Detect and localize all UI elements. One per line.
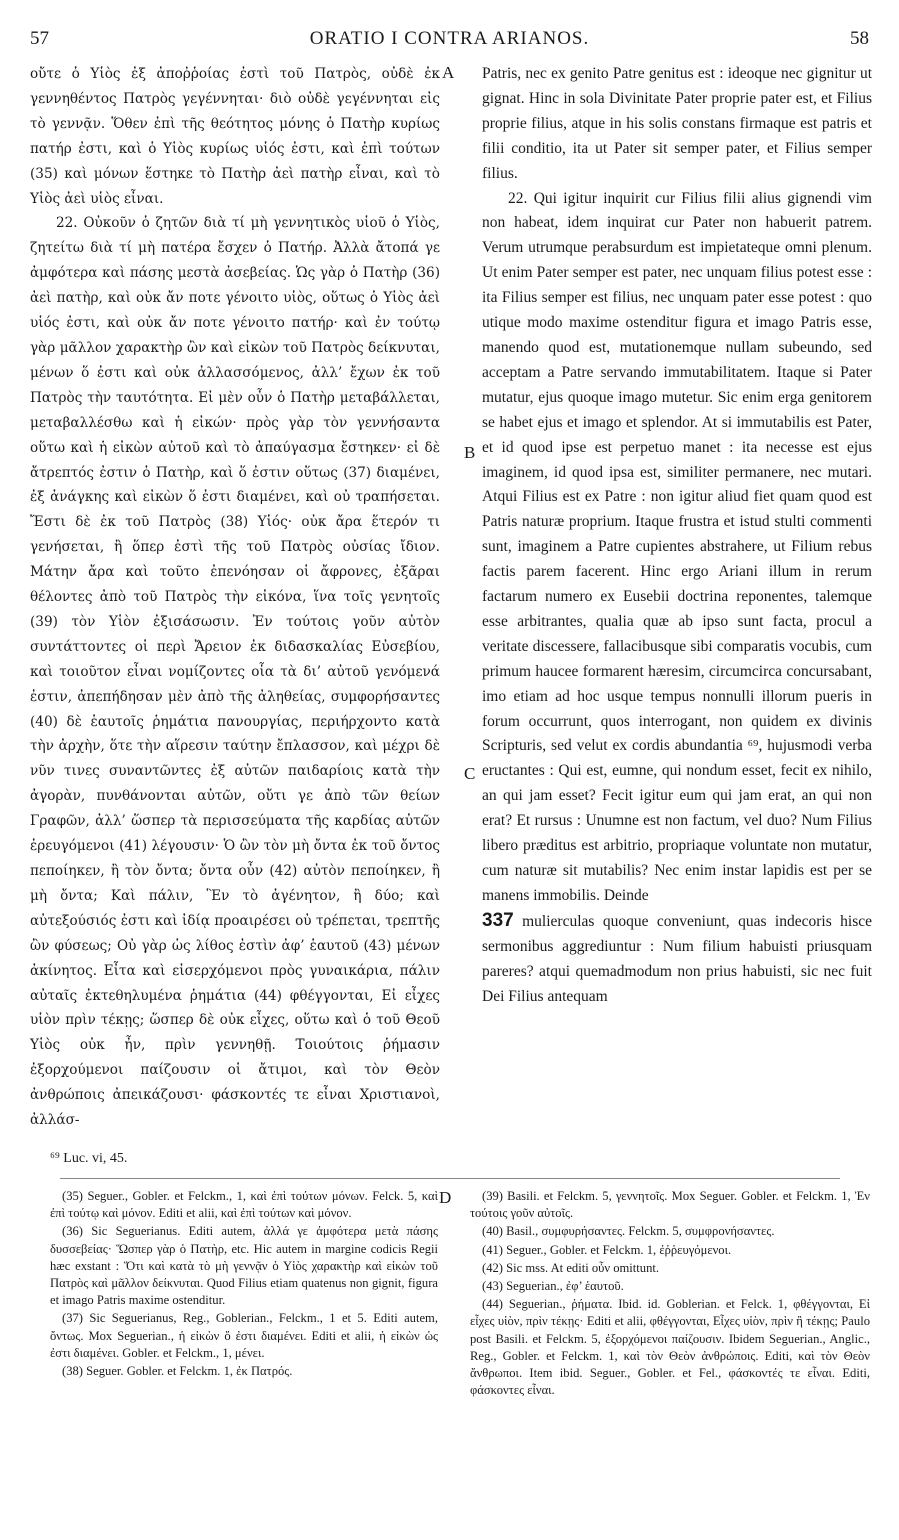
note-39: (39) Basili. et Felckm. 5, γεννητοῖς. Mox Seguer. Gobler. et Felckm. 1, Ἐν τούτοις γοῦν αὐτοῖς. (470, 1189, 870, 1221)
critical-notes-left (50, 1188, 438, 1381)
note-36: (36) Sic Seguerianus. Editi autem, ἀλλά γε ἀμφότερα μετὰ πάσης δυσσεβείας· Ὥσπερ γὰρ ὁ Πατὴρ, etc. Hic autem in margine codicis Regii hæc exstant : Ὅτι καὶ κατὰ τὸ μὴ γεννᾷν ὁ Υἱὸς χαρακτὴρ καὶ εἰκὼν τοῦ Πατρὸς καὶ μᾶλλον δείκνυται. Quod Filius etiam quatenus non gignit, figura et imago Patris maxime ostenditur. (50, 1224, 438, 1308)
margin-letter-d: D (439, 1188, 452, 1207)
page-number-right: 58 (850, 28, 869, 49)
latin-paragraph: 22. Qui igitur inquirit cur Filius filii alius gignendi vim non habeat, idem inquirat cur Pater non habuerit patrem. Verum utrumque perabsurdum est impietateque omni plenum. Ut enim Pater semper est pater, nec unquam filius potest esse : ita Filius semper est filius, nec unquam pater esse potest : quo utique modo maxime ostenditur figura et imago Patris esse, manendo quod est, mutationemque nullam subeundo, sed acceptam a Patre servando immutabilitatem. Itaque si Pater mutatur, ejus quoque imago mutetur. Sic enim erga genitorem se habet ejus et imago et splendor. At si immutabilis est Pater, et id quod ipse est perpetuo manet : ita necesse est ejus imaginem, id quod ipsa est, similiter permanere, nec mutari. Atqui Filius est ex Patre : non igitur aliud fiet quam quod est Patris naturæ proprium. Itaque frustra et istud stulti commenti sunt, imaginem a Patre cupientes abstrahere, ut Filium rebus factis parem facerent. Hinc ergo Ariani illum in rerum factarum numero ex Eusebii doctrina reponentes, talemque esse arbitrantes, qualia quæ ab ipso sunt facta, procul a veritate discessere, fallacibusque sibi comparatis vocubis, cum primum haucee formarent hæresim, circumcirca concursabant, imo etiam ad hoc usque tempus nonnulli illorum pueris in forum occurrunt, quos interrogant, non quidem ex divinis Scripturis, sed velut ex cordis abundantia ⁶⁹, hujusmodi verba eructantes : Qui est, eumne, qui nondum esset, fecit ex nihilo, an qui jam esset? Fecit igitur eum qui jam erat, an qui non erat? Et rursus : Unumne est non factum, vel duo? Num Filius libero præditus est arbitrio, propriaque voluntate non mutatur, cum naturæ sit mutabilis? Nec enim instar lapidis est per se manens immobilis. Deinde (482, 189, 872, 904)
note-35: (35) Seguer., Gobler. et Felckm., 1, καὶ ἐπὶ τούτων μόνων. Felck. 5, καὶ ἐπὶ τούτῳ καὶ μόνον. Editi et alii, καὶ ἐπὶ τούτων καὶ μόνον. (50, 1189, 438, 1221)
note-44: (44) Seguerian., ῥήματα. Ibid. id. Goblerian. et Felck. 1, φθέγγονται, Εἰ εἶχες υἱὸν, πρὶν τέκῃς· Editi et alii, φθέγγονται, Εἶχες υἱὸν, πρὶν ἢ τέκῃς; Paulo post Basili. et Felckm. 5, ἐξορχόμενοι παίζουσιν. Ibidem Seguerian., Anglic., Reg., Gobler. et Felckm. 1, καὶ τὸν Θεὸν ἀνθρώποις. Editi, καὶ τὸν Θεὸν ἄνθρωποι. Item ibid. Seguer., Gobler. et Fel., φάσκοντές τε εἶναι. Editi, φάσκοντες εἶναι. (470, 1297, 870, 1398)
critical-notes-right (470, 1188, 870, 1400)
page-header (30, 28, 869, 54)
note-42: (42) Sic mss. At editi οὖν omittunt. (482, 1260, 660, 1275)
note-37: (37) Sic Seguerianus, Reg., Goblerian., Felckm., 1 et 5. Editi autem, ὄντως. Mox Seguerian., ἡ εἰκὼν ὅ ἐστι διαμένει. Editi et alii, ἡ εἰκὼν ὡς ἐστι διαμένει. Gobler. et Felckm., 1, μένει. (50, 1311, 438, 1360)
latin-paragraph-continued (482, 909, 872, 1010)
note-43: (43) Seguerian., ἐφ’ ἑαυτοῦ. (482, 1279, 624, 1294)
running-title: ORATIO I CONTRA ARIANOS. (309, 28, 590, 49)
margin-letter-b: B (464, 443, 476, 462)
latin-text: mulierculas quoque conveniunt, quas indecoris hisce sermonibus aggrediuntur : Num filium habuisti priusquam pareres? atqui quemadmodum non prius habuisti, sic nec fuit Dei Filius antequam (482, 912, 872, 1005)
latin-column (482, 62, 872, 1009)
note-38: (38) Seguer. Gobler. et Felckm. 1, ἐκ Πατρός. (62, 1364, 293, 1379)
greek-paragraph: 22. Οὐκοῦν ὁ ζητῶν διὰ τί μὴ γεννητικὸς υἱοῦ ὁ Υἱὸς, ζητείτω διὰ τί μὴ πατέρα ἔσχεν ὁ Πατήρ. Ἀλλὰ ἄτοπά γε ἀμφότερα καὶ πάσης μεστὰ ἀσεβείας. Ὡς γὰρ ὁ Πατὴρ (36) ἀεὶ πατὴρ, καὶ οὐκ ἄν ποτε γένοιτο υἱὸς, οὕτως ὁ Υἱὸς ἀεὶ υἱός ἐστι, καὶ οὐκ ἄν ποτε γένοιτο πατήρ· καὶ ἐν τούτῳ γὰρ μᾶλλον χαρακτὴρ ὢν καὶ εἰκὼν τοῦ Πατρὸς δείκνυται, μένων ὅ ἐστι καὶ οὐκ ἀλλασσόμενος, ἀλλ’ ἔχων ἐκ τοῦ Πατρὸς τὴν ταυτότητα. Εἰ μὲν οὖν ὁ Πατὴρ μεταβάλλεται, μεταβαλλέσθω καὶ ἡ εἰκών· πρὸς γὰρ τὸν γεννήσαντα οὕτω καὶ ἡ εἰκὼν αὐτοῦ καὶ τὸ ἀπαύγασμα ἔστηκεν· εἰ δὲ ἄτρεπτός ἐστιν ὁ Πατὴρ, καὶ ὅ ἐστιν οὕτως (37) διαμένει, ἐξ ἀνάγκης καὶ εἰκὼν ὅ ἐστι διαμένει, καὶ οὐ τραπήσεται. Ἔστι δὲ ἐκ τοῦ Πατρὸς (38) Υἱός· οὐκ ἄρα ἕτερόν τι γενήσεται, ἢ ὅπερ ἐστὶ τῆς τοῦ Πατρὸς οὐσίας ἴδιον. Μάτην ἄρα καὶ τοῦτο ἐπενόησαν οἱ ἄφρονες, ἐξᾶραι θέλοντες ἀπὸ τοῦ Πατρὸς τὴν εἰκόνα, ἵνα τοῖς γενητοῖς (39) τὸν Υἱὸν ἐξισάσωσιν. Ἐν τούτοις γοῦν αὐτὸν συντάττοντες οἱ περὶ Ἄρειον ἐκ διδασκαλίας Εὐσεβίου, καὶ τοιοῦτον εἶναι νομίζοντες οἷα τὰ δι’ αὐτοῦ γενόμενά ἐστιν, ἀπεπήδησαν μὲν ἀπὸ τῆς ἀληθείας, συμφορήσαντες (40) δὲ ἑαυτοῖς ῥημάτια πανουργίας, περιήρχοντο κατὰ τὴν ἀρχὴν, ὅτε τὴν αἵρεσιν ταύτην ἔπλασσον, καὶ μέχρι δὲ νῦν τινες συναντῶντες ἐξ αὐτῶν παιδαρίοις κατὰ τὴν ἀγορὰν, πυνθάνονται αὐτῶν, οὔτι γε ἀπὸ τῶν θείων Γραφῶν, ἀλλ’ ὥσπερ τὰ περισσεύματα τῆς καρδίας αὐτῶν ἐρευγόμενοι (41) λέγουσιν· Ὁ ὢν τὸν μὴ ὄντα ἐκ τοῦ ὄντος πεποίηκεν, ἢ τὸν ὄντα; ὄντα οὖν (42) αὐτὸν πεποίηκεν, ἢ μὴ ὄντα; Καὶ πάλιν, Ἓν τὸ ἀγένητον, ἢ δύο; καὶ αὐτεξούσιός ἐστι καὶ ἰδίᾳ προαιρέσει οὐ τρέπεται, τρεπτῆς ὢν φύσεως; Οὐ γὰρ ὡς λίθος ἐστὶν ἀφ’ ἑαυτοῦ (43) μένων ἀκίνητος. Εἶτα καὶ εἰσερχόμενοι πρὸς γυναικάρια, πάλιν αὐταῖς ἐκτεθηλυμένα ῥημάτια (44) φθέγγονται, Εἰ εἶχες υἱὸν πρὶν τέκῃς; ὥσπερ δὲ οὐκ εἶχες, οὕτω καὶ ὁ τοῦ Θεοῦ Υἱὸς οὐκ ἦν, πρὶν γεννηθῇ. Τοιούτοις ῥήμασιν ἐξορχούμενοι παίζουσιν οἱ ἄτιμοι, καὶ τὸν Θεὸν ἀνθρώποις ἀπεικάζουσι· φάσκοντές τε εἶναι Χριστιανοὶ, ἀλλάσ- (30, 215, 440, 1129)
footnote-divider (60, 1178, 840, 1179)
margin-letter-a: A (442, 63, 455, 82)
note-40: (40) Basil., συμφυρήσαντες. Felckm. 5, συμφρονήσαντες. (482, 1224, 775, 1239)
scripture-footnote: ⁶⁹ Luc. vi, 45. (50, 1151, 128, 1166)
latin-paragraph: Patris, nec ex genito Patre genitus est : ideoque nec gignitur ut gignat. Hinc in sola Divinitate Pater proprie pater est, et Filius proprie filius, atque in his solis constans firmaque est patris et filii conditio, ita ut Pater sit semper pater, et Filius semper filius. (482, 65, 872, 182)
page-number-left: 57 (30, 28, 49, 49)
note-41: (41) Seguer., Gobler. et Felckm. 1, ἐῤῥευγόμενοι. (482, 1242, 732, 1257)
column-page-number: 337 (482, 909, 514, 931)
greek-column (30, 62, 440, 1133)
greek-paragraph: οὔτε ὁ Υἱὸς ἐξ ἀποῤῥοίας ἐστὶ τοῦ Πατρὸς, οὐδὲ ἐκ γεννηθέντος Πατρὸς γεγέννηται· διὸ οὐδὲ γεγέννηται εἰς τὸ γεννᾷν. Ὅθεν ἐπὶ τῆς θεότητος μόνης ὁ Πατὴρ κυρίως πατήρ ἐστι, καὶ ὁ Υἱὸς κυρίως υἱός ἐστι, καὶ ἐπὶ τούτων (35) καὶ μόνων ἕστηκε τὸ Πατὴρ ἀεὶ πατὴρ εἶναι, καὶ τὸ Υἱὸς ἀεὶ υἱὸς εἶναι. (30, 66, 440, 207)
margin-letter-c: C (464, 764, 476, 783)
